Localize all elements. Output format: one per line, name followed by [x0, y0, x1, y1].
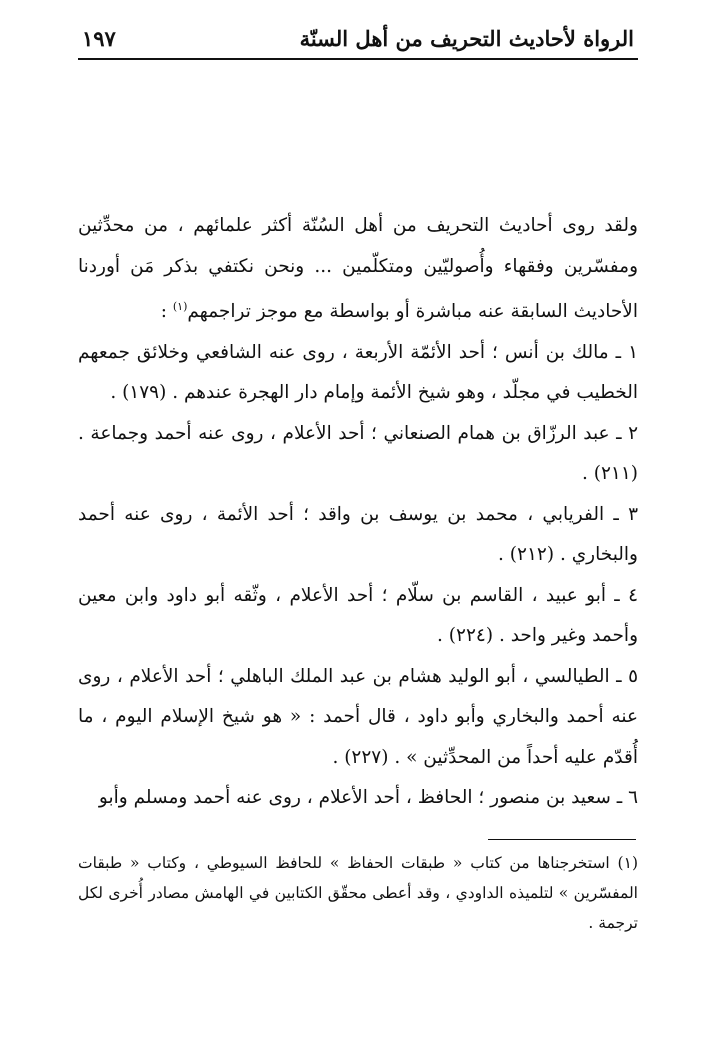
running-title: الرواة لأحاديث التحريف من أهل السنّة [299, 26, 634, 51]
footnote-reference[interactable]: (١) [172, 300, 188, 313]
narrator-entry-2: ٢ ـ عبد الرزّاق بن همام الصنعاني ؛ أحد الأعلام ، روى عنه أحمد وجماعة . (٢١١) . [78, 422, 638, 485]
narrator-entry-3: ٣ ـ الفريابي ، محمد بن يوسف بن واقد ؛ أحد الأئمة ، روى عنه أحمد والبخاري . (٢١٢) . [78, 503, 638, 566]
page-number: ١٩٧ [82, 26, 116, 51]
footnote-divider [488, 839, 636, 840]
footnotes [78, 848, 638, 938]
narrator-entry-4: ٤ ـ أبو عبيد ، القاسم بن سلّام ؛ أحد الأعلام ، وثّقه أبو داود وابن معين وأحمد وغير واحد . (٢٢٤) . [78, 584, 638, 647]
intro-text: ولقد روى أحاديث التحريف من أهل السُنّة أكثر علمائهم ، من محدِّثين ومفسّرين وفقهاء وأُصوليّين ومتكلّمين ... ونحن نكتفي بذكر مَن أوردنا الأحاديث السابقة عنه مباشرة أو بواسطة مع موجز تراجمهم [78, 215, 638, 323]
footnote-1: (١) استخرجناها من كتاب « طبقات الحفاظ » للحافظ السيوطي ، وكتاب « طبقات المفسّرين » لتلميذه الداودي ، وقد أعطى محقّق الكتابين في الهامش مصادر أُخرى لكل ترجمة . [78, 854, 638, 932]
intro-paragraph [78, 206, 638, 333]
narrator-entry-6: ٦ ـ سعيد بن منصور ؛ الحافظ ، أحد الأعلام ، روى عنه أحمد ومسلم وأبو [98, 787, 638, 809]
main-text [78, 206, 638, 819]
intro-end: : [160, 301, 173, 323]
narrator-entry-1: ١ ـ مالك بن أنس ؛ أحد الأئمّة الأربعة ، روى عنه الشافعي وخلائق جمعهم الخطيب في مجلّد ، وهو شيخ الأئمة وإمام دار الهجرة عندهم . (١٧٩) . [78, 341, 638, 404]
narrator-entry-5: ٥ ـ الطيالسي ، أبو الوليد هشام بن عبد الملك الباهلي ؛ أحد الأعلام ، روى عنه أحمد والبخاري وأبو داود ، قال أحمد : « هو شيخ الإسلام اليوم ، ما أُقدّم عليه أحداً من المحدِّثين » . (٢٢٧) . [78, 665, 639, 768]
running-header [78, 18, 638, 60]
